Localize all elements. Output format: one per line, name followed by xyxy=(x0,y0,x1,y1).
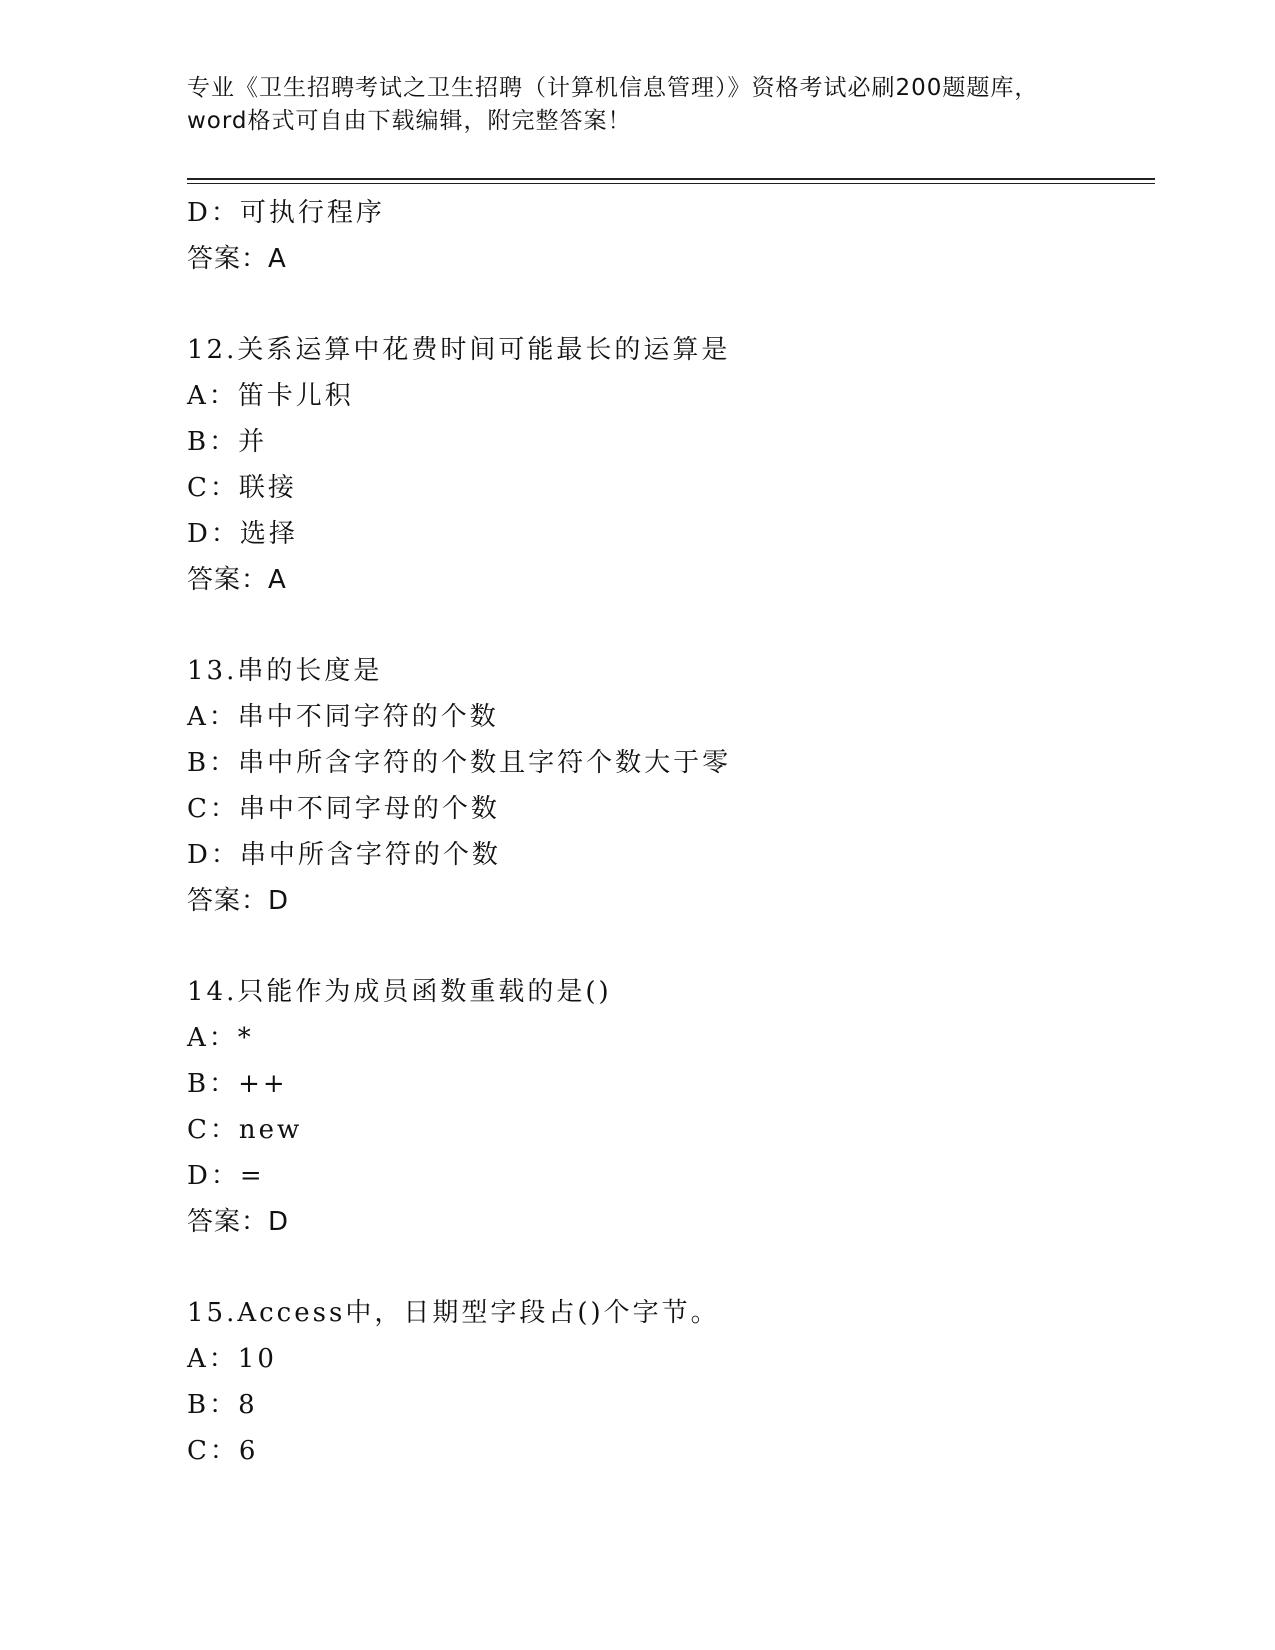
option-d: D：选择 xyxy=(187,519,298,549)
answer-line: 答案：D xyxy=(187,1207,290,1237)
header-divider-thin xyxy=(187,183,1155,184)
option-a: A：10 xyxy=(187,1344,277,1374)
question-gap xyxy=(187,924,1155,969)
header-title-line-2: word格式可自由下载编辑，附完整答案！ xyxy=(187,108,632,134)
header-title-line-1: 专业《卫生招聘考试之卫生招聘（计算机信息管理）》资格考试必刷200题题库， xyxy=(187,75,1039,101)
question-stem: 14.只能作为成员函数重载的是() xyxy=(187,977,612,1007)
document-header xyxy=(187,72,1087,138)
question-list xyxy=(187,190,1155,1474)
option-b: B：8 xyxy=(187,1390,258,1420)
question-13 xyxy=(187,648,1155,924)
answer-line: 答案：A xyxy=(187,565,287,595)
question-14 xyxy=(187,969,1155,1245)
option-d: D：串中所含字符的个数 xyxy=(187,840,501,870)
option-c: C：串中不同字母的个数 xyxy=(187,794,500,824)
question-gap xyxy=(187,603,1155,648)
option-b: B：++ xyxy=(187,1069,288,1099)
option-c: C：6 xyxy=(187,1436,259,1466)
option-a: A：笛卡儿积 xyxy=(187,381,354,411)
answer-line: 答案：A xyxy=(187,244,287,274)
answer-line: 答案：D xyxy=(187,886,290,916)
question-gap xyxy=(187,1245,1155,1290)
question-stem: 12.关系运算中花费时间可能最长的运算是 xyxy=(187,335,731,365)
option-c: C：new xyxy=(187,1115,303,1145)
question-15 xyxy=(187,1290,1155,1474)
question-stem: 13.串的长度是 xyxy=(187,656,383,686)
option-a: A：* xyxy=(187,1023,254,1053)
option-c: C：联接 xyxy=(187,473,297,503)
option-d: D：可执行程序 xyxy=(187,198,385,228)
question-stem: 15.Access中，日期型字段占()个字节。 xyxy=(187,1298,720,1328)
option-a: A：串中不同字符的个数 xyxy=(187,702,499,732)
option-b: B：并 xyxy=(187,427,268,457)
option-b: B：串中所含字符的个数且字符个数大于零 xyxy=(187,748,732,778)
question-gap xyxy=(187,282,1155,327)
question-12 xyxy=(187,327,1155,603)
question-11-tail xyxy=(187,190,1155,282)
option-d: D：= xyxy=(187,1161,265,1191)
header-divider-thick xyxy=(187,178,1155,180)
